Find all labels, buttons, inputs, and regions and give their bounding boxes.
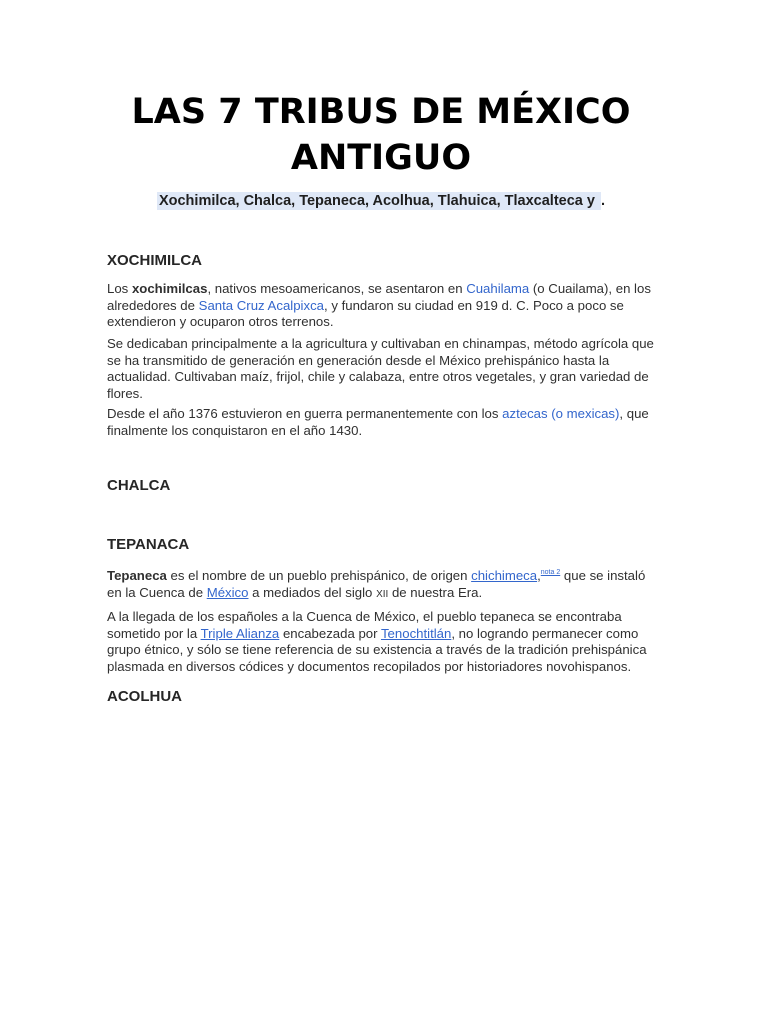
heading-acolhua: ACOLHUA bbox=[107, 688, 182, 705]
paragraph-tepanaca-1 bbox=[107, 565, 657, 603]
text: , y fundaron su ciudad en 919 d. C. Poco a poco se extendieron y ocuparon otros terrenos. bbox=[107, 297, 624, 329]
text: , no logrando permanecer como grupo étnico, y sólo se tiene referencia de su existencia a través de la tradición prehispánica plasmada en diversos códices y documentos recopilados por historiadores novohispanos. bbox=[107, 625, 647, 674]
heading-chalca: CHALCA bbox=[107, 477, 171, 494]
century-numeral: XII bbox=[376, 588, 389, 600]
text: (o Cuailama), en los alrededores de bbox=[107, 281, 651, 313]
paragraph-xochimilca-3 bbox=[107, 406, 657, 439]
subtitle bbox=[107, 192, 655, 210]
text: Los bbox=[107, 281, 132, 296]
text: que se instaló en la Cuenca de bbox=[107, 568, 646, 600]
text: a mediados del siglo bbox=[248, 584, 377, 600]
text: Desde el año 1376 estuvieron en guerra permanentemente con los bbox=[107, 406, 503, 421]
paragraph-tepanaca-2 bbox=[107, 609, 657, 675]
text: A la llegada de los españoles a la Cuenca de México, el pueblo tepaneca se encontraba sometido por la bbox=[107, 609, 622, 641]
heading-xochimilca: XOCHIMILCA bbox=[107, 252, 202, 269]
bold-term: Tepaneca bbox=[107, 568, 167, 583]
text: encabezada por bbox=[279, 625, 381, 641]
link-triple-alianza[interactable]: Triple Alianza bbox=[200, 625, 280, 641]
link-tenochtitlan[interactable]: Tenochtitlán bbox=[380, 625, 452, 641]
link-cuahilama[interactable]: Cuahilama bbox=[466, 281, 530, 296]
bold-term: xochimilcas bbox=[131, 281, 208, 296]
footnote-link[interactable]: nota 2 bbox=[540, 569, 561, 576]
page-title: LAS 7 TRIBUS DE MÉXICO ANTIGUO bbox=[131, 92, 631, 178]
link-chichimeca[interactable]: chichimeca bbox=[471, 568, 538, 583]
text: , bbox=[537, 568, 541, 583]
text: , que finalmente los conquistaron en el año 1430. bbox=[107, 406, 649, 438]
text: , nativos mesoamericanos, se asentaron en bbox=[207, 281, 467, 296]
link-santa-cruz-acalpixca[interactable]: Santa Cruz Acalpixca bbox=[198, 297, 325, 313]
subtitle-highlight: Xochimilca, Chalca, Tepaneca, Acolhua, Tlahuica, Tlaxcalteca y bbox=[158, 193, 599, 209]
subtitle-end: . bbox=[600, 193, 606, 209]
paragraph-xochimilca-2: Se dedicaban principalmente a la agricultura y cultivaban en chinampas, método agrícola que se ha transmitido de generación en generación desde el México prehispánico hasta la actualidad. Cultivaban maíz, frijol, chile y calabaza, entre otros vegetales, y gran variedad de flores. bbox=[107, 336, 654, 401]
paragraph-xochimilca-1 bbox=[107, 281, 657, 331]
text: es el nombre de un pueblo prehispánico, de origen bbox=[166, 568, 472, 583]
link-mexico[interactable]: México bbox=[206, 584, 249, 600]
heading-tepanaca: TEPANACA bbox=[107, 536, 190, 553]
link-aztecas[interactable]: aztecas (o mexicas) bbox=[502, 406, 620, 421]
text: de nuestra Era. bbox=[388, 584, 483, 600]
